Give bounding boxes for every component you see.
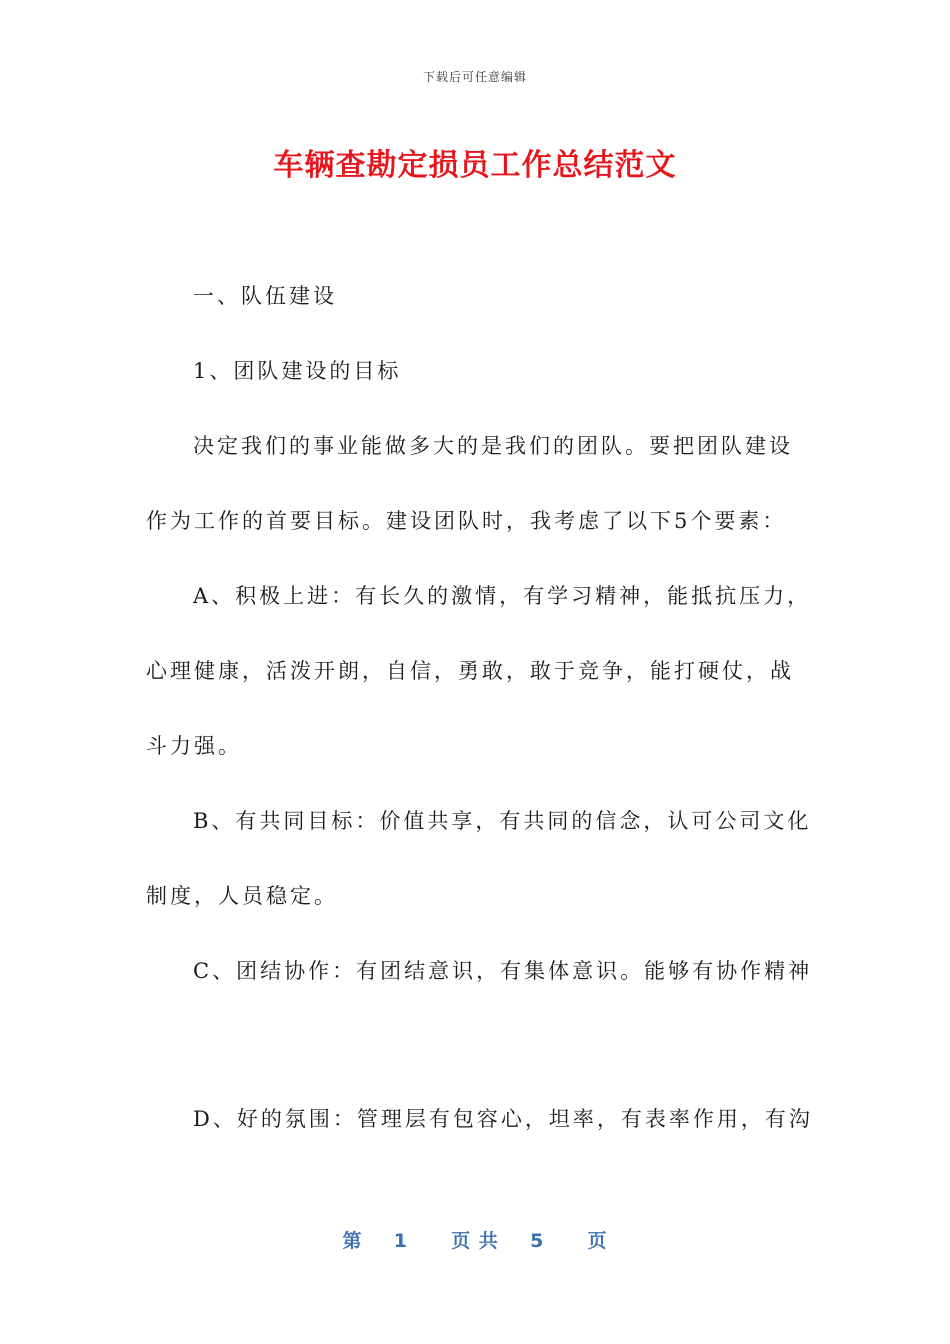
paragraph-line: B、有共同目标：价值共享，有共同的信念，认可公司文化 (193, 809, 812, 833)
paragraph-line: A、积极上进：有长久的激情，有学习精神，能抵抗压力， (193, 584, 812, 608)
document-title: 车辆查勘定损员工作总结范文 (273, 148, 677, 183)
section-heading: 一、队伍建设 (193, 284, 337, 308)
paragraph-line: 斗力强。 (146, 734, 242, 758)
paragraph-line: 制度，人员稳定。 (146, 884, 338, 908)
paragraph-line: 心理健康，活泼开朗，自信，勇敢，敢于竞争，能打硬仗，战 (146, 659, 794, 683)
paragraph-line: C、团结协作：有团结意识，有集体意识。能够有协作精神 (193, 959, 813, 983)
paragraph-line: D、好的氛围：管理层有包容心，坦率，有表率作用，有沟 (193, 1107, 813, 1131)
footer-total-pages: 5 (530, 1230, 545, 1252)
footer-page-number: 1 (393, 1230, 408, 1252)
footer-middle: 页 共 (451, 1230, 499, 1252)
subsection-heading: 1、团队建设的目标 (193, 359, 402, 383)
footer-prefix: 第 (342, 1230, 363, 1252)
page-footer (0, 1226, 950, 1253)
paragraph-line: 作为工作的首要目标。建设团队时，我考虑了以下5个要素： (146, 509, 787, 533)
paragraph-line: 决定我们的事业能做多大的是我们的团队。要把团队建设 (193, 434, 793, 458)
header-note: 下载后可任意编辑 (422, 70, 527, 84)
footer-suffix: 页 (587, 1230, 608, 1252)
